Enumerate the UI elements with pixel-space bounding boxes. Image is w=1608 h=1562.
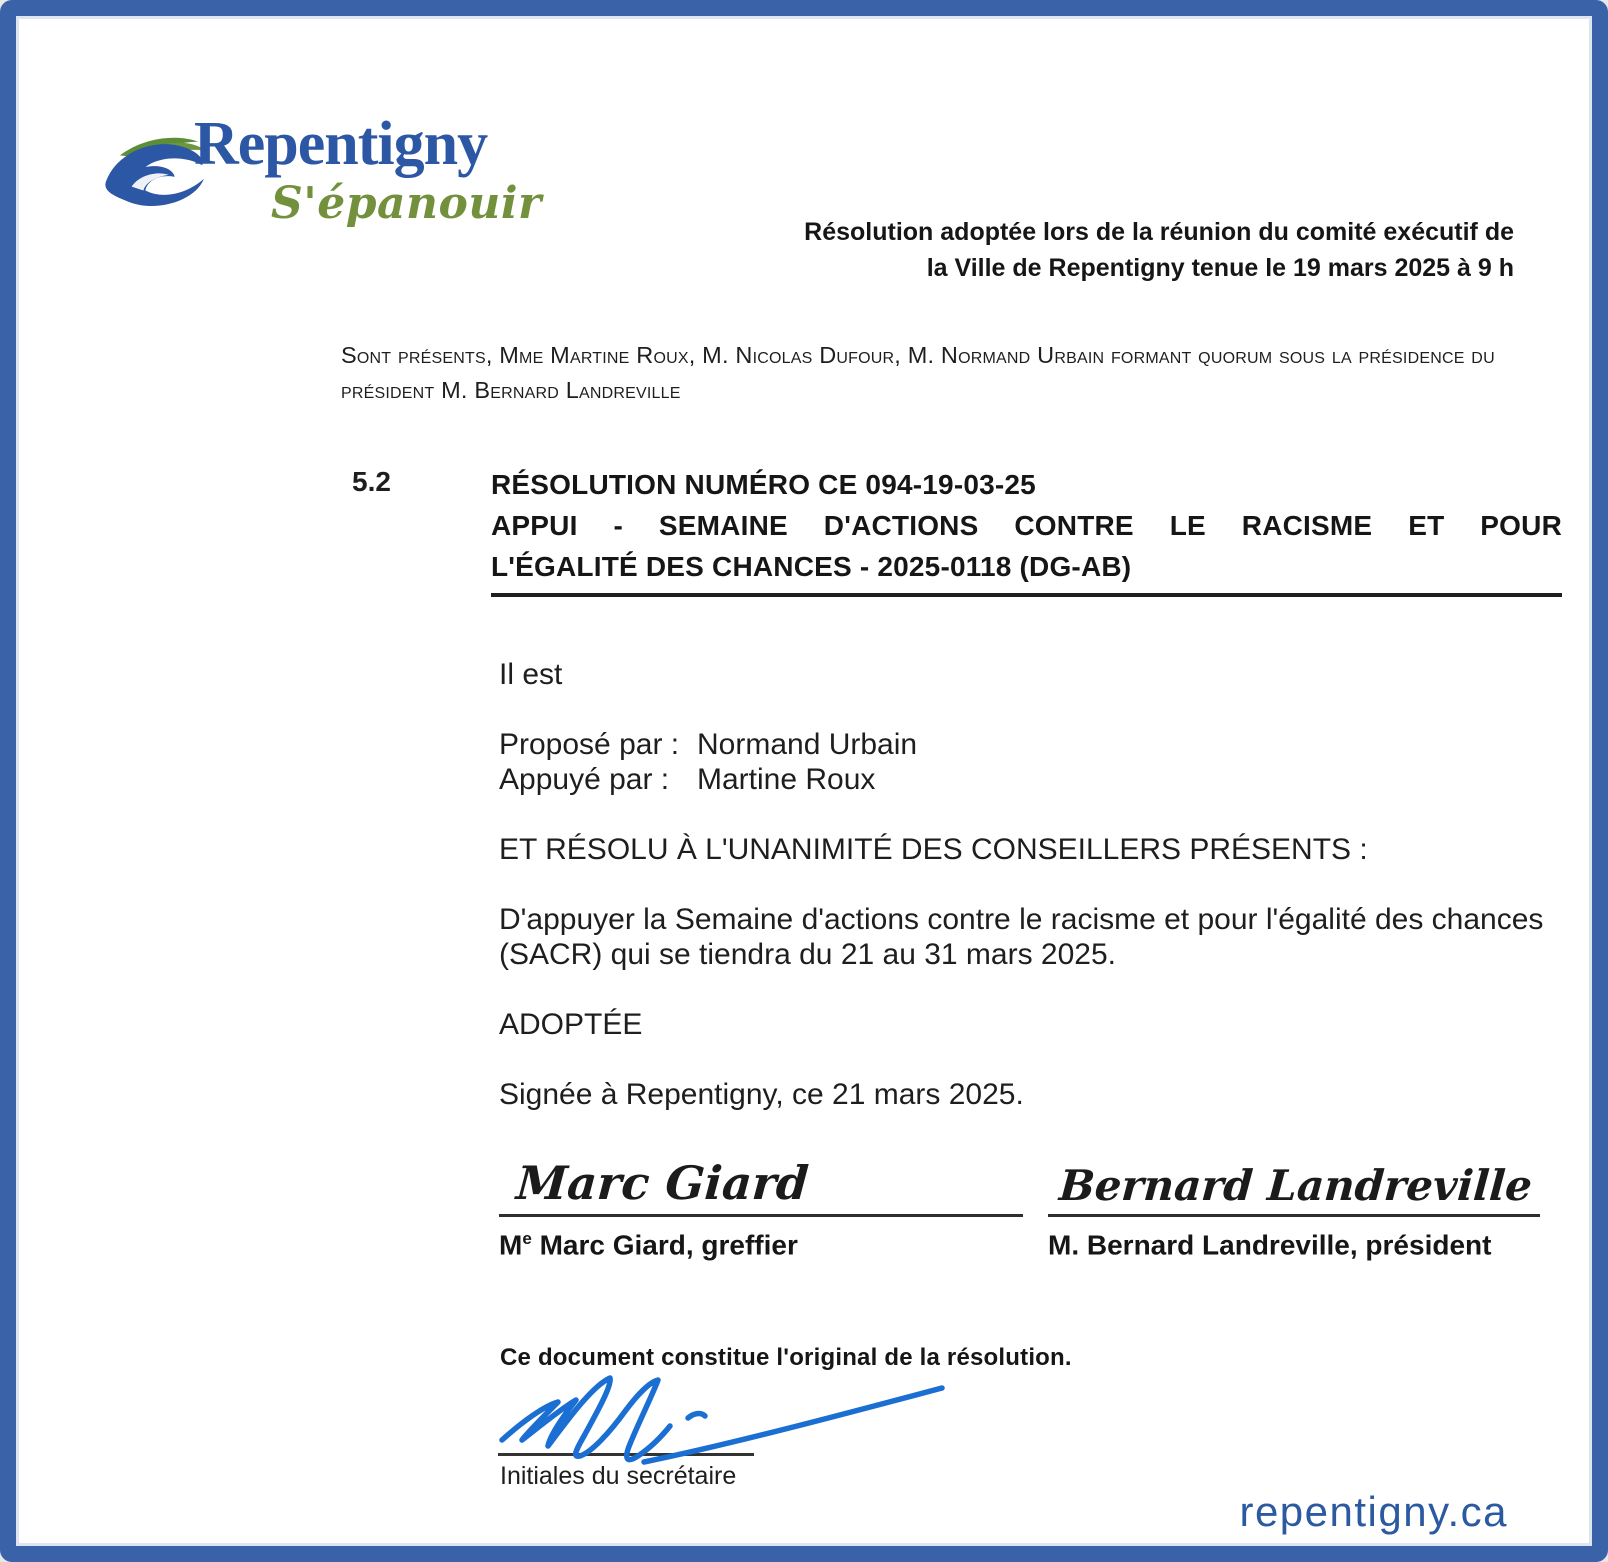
initials-label: Initiales du secrétaire (500, 1462, 737, 1490)
president-signature-line (1048, 1214, 1540, 1217)
intro-text: Il est (499, 658, 563, 691)
website-url: repentigny.ca (1239, 1488, 1508, 1535)
original-note: Ce document constitue l'original de la résolution. (500, 1344, 1072, 1371)
resolution-title-line2: APPUI - SEMAINE D'ACTIONS CONTRE LE RACISME ET POUR (491, 510, 1562, 541)
clerk-signature-label: Me Marc Giard, greffier (499, 1229, 798, 1261)
header-note-line2: la Ville de Repentigny tenue le 19 mars 2025 à 9 h (926, 254, 1514, 282)
president-signature-label: M. Bernard Landreville, président (1048, 1229, 1492, 1261)
seconded-row (499, 762, 1561, 797)
movers-block (499, 727, 1561, 797)
section-number: 5.2 (352, 466, 391, 497)
header-note-line1: Résolution adoptée lors de la réunion du comité exécutif de (804, 218, 1514, 246)
proposed-label: Proposé par : (499, 728, 680, 761)
clerk-signature-line (499, 1214, 1023, 1217)
attendance-paragraph: Sont présents, Mme Martine Roux, M. Nicolas Dufour, M. Normand Urbain formant quorum sous la présidence du président M. Bernard Landreville (341, 342, 1495, 403)
seconded-label: Appuyé par : (499, 763, 670, 796)
proposed-row (499, 727, 1561, 762)
resolution-body (499, 657, 1561, 1147)
signature-block-president (1048, 1142, 1540, 1261)
signed-at-text: Signée à Repentigny, ce 21 mars 2025. (499, 1078, 1024, 1111)
secretary-initials-signature (492, 1360, 952, 1472)
signature-block-clerk (499, 1142, 1023, 1261)
adopted-text: ADOPTÉE (499, 1008, 643, 1041)
proposed-by: Normand Urbain (697, 728, 918, 761)
president-signature-script: Bernard Landreville (1057, 1161, 1534, 1210)
resolution-title-line3: L'ÉGALITÉ DES CHANCES - 2025-0118 (DG-AB) (491, 551, 1132, 582)
resolution-header-note (804, 214, 1514, 286)
resolution-body-text: D'appuyer la Semaine d'actions contre le racisme et pour l'égalité des chances (SACR) qui se tiendra du 21 au 31 mars 2025. (499, 903, 1544, 971)
logo-tagline: S'épanouir (271, 178, 542, 229)
resolved-text: ET RÉSOLU À L'UNANIMITÉ DES CONSEILLERS PRÉSENTS : (499, 833, 1368, 866)
resolution-section (352, 464, 1562, 597)
resolution-title (491, 464, 1562, 597)
resolution-title-line1: RÉSOLUTION NUMÉRO CE 094-19-03-25 (491, 469, 1036, 500)
clerk-signature-script: Marc Giard (514, 1156, 811, 1210)
logo-name: Repentigny (194, 110, 488, 178)
logo (102, 112, 582, 252)
seconded-by: Martine Roux (697, 763, 876, 796)
